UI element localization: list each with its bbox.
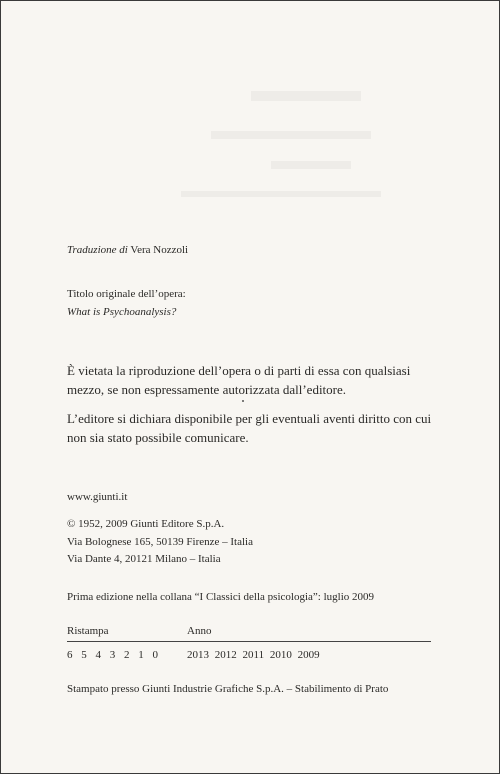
original-title: What is Psychoanalysis? — [67, 305, 177, 318]
show-through-texture — [121, 31, 381, 231]
reprint-header-row — [67, 621, 431, 640]
original-title-block — [67, 286, 186, 321]
reprint-years: 2013 2012 2011 2010 2009 — [187, 648, 320, 661]
table-rule — [67, 641, 431, 642]
copyright-block — [67, 516, 253, 569]
original-title-label: Titolo originale dell’opera: — [67, 288, 186, 300]
translator-credit — [67, 242, 188, 260]
reprint-values-row — [67, 645, 431, 664]
reprint-header: Ristampa — [67, 624, 109, 637]
reproduction-notice: È vietata la riproduzione dell’opera o di parti di essa con qualsiasi mezzo, se non espressamente autorizzata dall’editore. — [67, 363, 411, 397]
rights-notice: L’editore si dichiara disponibile per gli eventuali aventi diritto con cui non sia stato possibile comunicare. — [67, 411, 432, 445]
edition-note: Prima edizione nella collana “I Classici della psicologia”: luglio 2009 — [67, 591, 374, 603]
reprint-table — [67, 621, 431, 664]
translation-prefix: Traduzione di — [67, 244, 128, 256]
website: www.giunti.it — [67, 491, 128, 503]
printer-note: Stampato presso Giunti Industrie Grafiche S.p.A. – Stabilimento di Prato — [67, 683, 389, 695]
address-firenze: Via Bolognese 165, 50139 Firenze – Italia — [67, 535, 253, 548]
reprint-numbers: 6 5 4 3 2 1 0 — [67, 648, 161, 661]
translator-name: Vera Nozzoli — [130, 244, 189, 256]
copyright-line: © 1952, 2009 Giunti Editore S.p.A. — [67, 518, 225, 530]
address-milano: Via Dante 4, 20121 Milano – Italia — [67, 553, 221, 565]
year-header: Anno — [187, 624, 212, 637]
ink-dot — [242, 400, 244, 402]
